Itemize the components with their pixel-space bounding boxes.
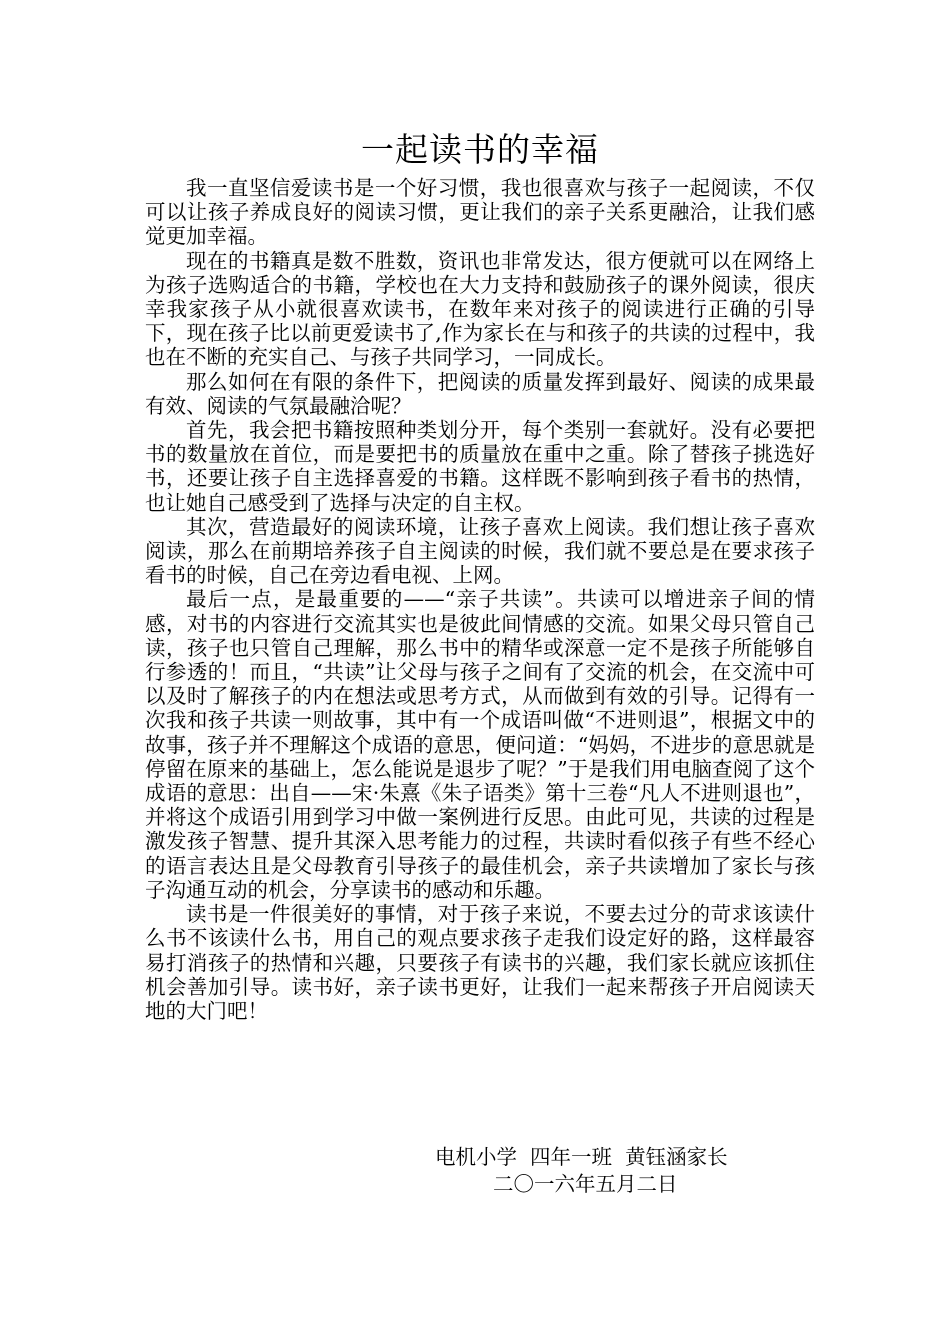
- paragraph-5: 其次，营造最好的阅读环境，让孩子喜欢上阅读。我们想让孩子喜欢阅读，那么在前期培养孩子自主阅读的时候，我们就不要总是在要求孩子看书的时候，自己在旁边看电视、上网。: [145, 514, 815, 588]
- signature-date: 二〇一六年五月二日: [493, 1172, 678, 1196]
- paragraph-7: 读书是一件很美好的事情，对于孩子来说，不要去过分的苛求该读什么书不该读什么书，用自己的观点要求孩子走我们设定好的路，这样最容易打消孩子的热情和兴趣，只要孩子有读书的兴趣，我们家长就应该抓住机会善加引导。读书好，亲子读书更好，让我们一起来帮孩子开启阅读天地的大门吧！: [145, 902, 815, 1023]
- document-title: 一起读书的幸福: [361, 130, 599, 169]
- signature-author: 电机小学 四年一班 黄钰涵家长: [435, 1145, 728, 1169]
- paragraph-6: 最后一点，是最重要的——“亲子共读”。共读可以增进亲子间的情感，对书的内容进行交流其实也是彼此间情感的交流。如果父母只管自己读，孩子也只管自己理解，那么书中的精华或深意一定不是孩子所能够自行参透的！而且，“共读”让父母与孩子之间有了交流的机会，在交流中可以及时了解孩子的内在想法或思考方式，从而做到有效的引导。记得有一次我和孩子共读一则故事，其中有一个成语叫做“不进则退”，根据文中的故事，孩子并不理解这个成语的意思，便问道：“妈妈，不进步的意思就是停留在原来的基础上，怎么能说是退步了呢？”于是我们用电脑查阅了这个成语的意思：出自——宋·朱熹《朱子语类》第十三卷“凡人不进则退也”，并将这个成语引用到学习中做一案例进行反思。由此可见，共读的过程是激发孩子智慧、提升其深入思考能力的过程，共读时看似孩子有些不经心的语言表达且是父母教育引导孩子的最佳机会，亲子共读增加了家长与孩子沟通互动的机会，分享读书的感动和乐趣。: [145, 587, 815, 902]
- paragraph-3: 那么如何在有限的条件下，把阅读的质量发挥到最好、阅读的成果最有效、阅读的气氛最融洽呢？: [145, 369, 815, 418]
- signature-block: [435, 1144, 815, 1198]
- paragraph-4: 首先，我会把书籍按照种类划分开，每个类别一套就好。没有必要把书的数量放在首位，而是要把书的质量放在重中之重。除了替孩子挑选好书，还要让孩子自主选择喜爱的书籍。这样既不影响到孩子看书的热情，也让她自己感受到了选择与决定的自主权。: [145, 418, 815, 515]
- paragraph-1: 我一直坚信爱读书是一个好习惯，我也很喜欢与孩子一起阅读，不仅可以让孩子养成良好的阅读习惯，更让我们的亲子关系更融洽，让我们感觉更加幸福。: [145, 176, 815, 249]
- document-body: [145, 128, 815, 1196]
- paragraph-2: 现在的书籍真是数不胜数，资讯也非常发达，很方便就可以在网络上为孩子选购适合的书籍，学校也在大力支持和鼓励孩子的课外阅读，很庆幸我家孩子从小就很喜欢读书，在数年来对孩子的阅读进行正确的引导下，现在孩子比以前更爱读书了,作为家长在与和孩子的共读的过程中，我也在不断的充实自己、与孩子共同学习，一同成长。: [145, 248, 815, 370]
